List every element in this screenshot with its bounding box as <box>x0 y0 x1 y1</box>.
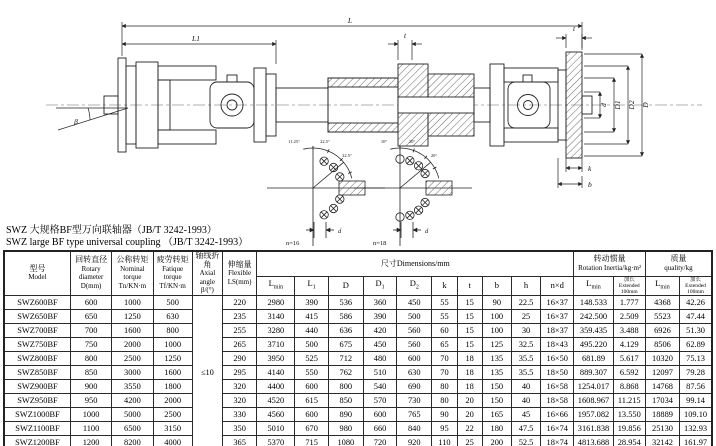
col-header-inertia-extended: 加长 Extended 100mm <box>613 276 645 295</box>
cell-flexible: 235 <box>222 309 256 323</box>
col-header-axial-angle: 轴线折角 Axial angle β/(°) <box>192 251 222 295</box>
detail-angle-label: 10° <box>380 139 388 144</box>
cell-mass-ext: 62.89 <box>680 337 712 351</box>
cell-fatigue-torque: 1000 <box>153 337 192 351</box>
cell-mass-std: 25130 <box>645 421 679 435</box>
table-row <box>4 351 712 365</box>
cell-model: SWZ650BF <box>4 309 70 323</box>
cell-lmin: 3140 <box>257 309 295 323</box>
cell-inertia-ext: 5.617 <box>613 351 645 365</box>
cell-fatigue-torque: 800 <box>153 323 192 337</box>
cell-lmin: 4140 <box>257 365 295 379</box>
cell-d2: 450 <box>397 295 432 309</box>
col-header-b: b <box>482 276 511 295</box>
col-header-d-major: D <box>328 276 363 295</box>
col-header-t: t <box>457 276 482 295</box>
cell-flexible: 220 <box>222 295 256 309</box>
cell-b: 150 <box>482 393 511 407</box>
cell-fatigue-torque: 1600 <box>153 365 192 379</box>
cell-t: 25 <box>457 435 482 446</box>
cell-b: 165 <box>482 407 511 421</box>
cell-rotary-diameter: 650 <box>70 309 111 323</box>
cell-d-major: 850 <box>328 393 363 407</box>
cell-mass-ext: 87.56 <box>680 379 712 393</box>
detail-count-label: n=18 <box>373 240 387 247</box>
dim-label-L: L <box>347 16 353 25</box>
cell-d1: 600 <box>363 407 396 421</box>
cell-model: SWZ700BF <box>4 323 70 337</box>
cell-mass-ext: 161.97 <box>680 435 712 446</box>
col-header-nominal-torque: 公称转矩 Nominal torque Tn/KN·m <box>112 251 153 295</box>
cell-b: 125 <box>482 337 511 351</box>
cell-mass-ext: 75.13 <box>680 351 712 365</box>
cell-h: 45 <box>511 407 540 421</box>
cell-d-major: 1080 <box>328 435 363 446</box>
cell-d2: 560 <box>397 323 432 337</box>
cell-d2: 600 <box>397 351 432 365</box>
dim-label-D1: D1 <box>613 100 622 110</box>
col-header-inertia-std: $L_{min}$ <box>574 276 613 295</box>
cell-d2: 690 <box>397 379 432 393</box>
table-row <box>4 365 712 379</box>
table-row <box>4 323 712 337</box>
cell-fatigue-torque: 3150 <box>153 421 192 435</box>
cell-mass-std: 4368 <box>645 295 679 309</box>
cell-b: 150 <box>482 379 511 393</box>
cell-model: SWZ1200BF <box>4 435 70 446</box>
cell-d1: 510 <box>363 365 396 379</box>
cell-model: SWZ850BF <box>4 365 70 379</box>
detail-angle-label: 11.25° <box>288 139 300 144</box>
table-row <box>4 379 712 393</box>
table-row <box>4 337 712 351</box>
cell-nominal-torque: 8200 <box>112 435 153 446</box>
cell-h: 30 <box>511 323 540 337</box>
cell-mass-ext: 79.28 <box>680 365 712 379</box>
cell-rotary-diameter: 850 <box>70 365 111 379</box>
cell-inertia-ext: 4.129 <box>613 337 645 351</box>
cell-lmin: 3950 <box>257 351 295 365</box>
cell-l1: 615 <box>295 393 328 407</box>
cell-mass-std: 5523 <box>645 309 679 323</box>
col-group-dimensions: 尺寸Dimensions/mm <box>257 251 574 276</box>
cell-inertia-std: 1254.017 <box>574 379 613 393</box>
cell-inertia-std: 889.307 <box>574 365 613 379</box>
dim-label-d: d <box>599 103 608 107</box>
cell-inertia-std: 1957.082 <box>574 407 613 421</box>
cell-lmin: 4520 <box>257 393 295 407</box>
cell-b: 100 <box>482 309 511 323</box>
dim-label-b: b <box>588 180 592 189</box>
cell-flexible: 255 <box>222 323 256 337</box>
cell-rotary-diameter: 900 <box>70 379 111 393</box>
cell-inertia-ext: 11.215 <box>613 393 645 407</box>
cell-nxd: 16×37 <box>541 295 574 309</box>
cell-flexible: 320 <box>222 393 256 407</box>
table-row <box>4 393 712 407</box>
cell-h: 47.5 <box>511 421 540 435</box>
col-header-h: h <box>511 276 540 295</box>
cell-l1: 525 <box>295 351 328 365</box>
cell-flexible: 365 <box>222 435 256 446</box>
dim-label-t2: t <box>572 24 576 33</box>
cell-rotary-diameter: 700 <box>70 323 111 337</box>
col-header-d2: $D_2$ <box>397 276 432 295</box>
cell-inertia-std: 4813.688 <box>574 435 613 446</box>
cell-mass-std: 32142 <box>645 435 679 446</box>
cell-d2: 840 <box>397 421 432 435</box>
col-header-flexible: 伸缩量 Flexible LS(mm) <box>222 251 256 295</box>
cell-fatigue-torque: 1800 <box>153 379 192 393</box>
cell-d-major: 890 <box>328 407 363 421</box>
cell-nominal-torque: 1000 <box>112 295 153 309</box>
cell-rotary-diameter: 1200 <box>70 435 111 446</box>
cell-inertia-ext: 1.777 <box>613 295 645 309</box>
cell-t: 20 <box>457 393 482 407</box>
col-header-d1: $D_1$ <box>363 276 396 295</box>
cell-flexible: 265 <box>222 337 256 351</box>
table-row <box>4 295 712 309</box>
cell-nxd: 18×37 <box>541 323 574 337</box>
cell-l1: 600 <box>295 379 328 393</box>
cell-h: 22.5 <box>511 295 540 309</box>
title-zh: SWZ 大规格BF型万向联轴器（JB/T 3242-1993） <box>6 225 217 236</box>
cell-inertia-ext: 28.954 <box>613 435 645 446</box>
detail-hole-diameter-label: d <box>425 228 429 235</box>
cell-inertia-ext: 19.856 <box>613 421 645 435</box>
cell-d2: 765 <box>397 407 432 421</box>
cell-t: 18 <box>457 365 482 379</box>
cell-t: 15 <box>457 337 482 351</box>
dim-label-D2: D2 <box>627 100 636 110</box>
cell-mass-ext: 42.26 <box>680 295 712 309</box>
cell-mass-std: 8506 <box>645 337 679 351</box>
cell-l1: 550 <box>295 365 328 379</box>
cell-nominal-torque: 2500 <box>112 351 153 365</box>
detail-hole-diameter-label: d <box>338 228 342 235</box>
cell-inertia-ext: 2.509 <box>613 309 645 323</box>
cell-d-major: 762 <box>328 365 363 379</box>
cell-inertia-ext: 6.592 <box>613 365 645 379</box>
cell-rotary-diameter: 1100 <box>70 421 111 435</box>
col-header-quality-extended: 加长 Extended 100mm <box>680 276 712 295</box>
cell-d2: 920 <box>397 435 432 446</box>
specification-table <box>3 250 713 446</box>
cell-d2: 500 <box>397 309 432 323</box>
detail-angle-label: 22.5° <box>342 153 352 158</box>
cell-fatigue-torque: 630 <box>153 309 192 323</box>
cell-mass-std: 12097 <box>645 365 679 379</box>
cell-mass-ext: 109.10 <box>680 407 712 421</box>
cell-inertia-std: 1608.967 <box>574 393 613 407</box>
cell-nxd: 16×37 <box>541 309 574 323</box>
bolt-pattern-detail-n18 <box>354 139 472 247</box>
cell-flexible: 295 <box>222 365 256 379</box>
cell-l1: 415 <box>295 309 328 323</box>
dim-label-t: t <box>403 31 407 40</box>
cell-mass-ext: 51.30 <box>680 323 712 337</box>
cell-l1: 390 <box>295 295 328 309</box>
dim-label-D: D <box>641 102 650 108</box>
cell-d-major: 675 <box>328 337 363 351</box>
cell-inertia-std: 681.89 <box>574 351 613 365</box>
cell-d1: 420 <box>363 323 396 337</box>
cell-l1: 440 <box>295 323 328 337</box>
cell-t: 22 <box>457 421 482 435</box>
cell-l1: 715 <box>295 435 328 446</box>
title-en: SWZ large BF type universal coupling （JB/T 3242-1993） <box>6 237 249 248</box>
cell-d-major: 980 <box>328 421 363 435</box>
cell-nominal-torque: 6500 <box>112 421 153 435</box>
cell-nominal-torque: 3000 <box>112 365 153 379</box>
cell-nominal-torque: 2000 <box>112 337 153 351</box>
cell-mass-std: 14768 <box>645 379 679 393</box>
col-group-inertia: 转动惯量 Rotation Inertia/kg·m² <box>574 251 646 276</box>
col-header-quality-std: $L_{min}$ <box>645 276 679 295</box>
cell-flexible: 320 <box>222 379 256 393</box>
col-header-fatigue-torque: 疲劳转矩 Fatique torque Tf/KN·m <box>153 251 192 295</box>
col-header-l1: $L_1$ <box>295 276 328 295</box>
cell-nominal-torque: 4200 <box>112 393 153 407</box>
cell-inertia-std: 359.435 <box>574 323 613 337</box>
cell-flexible: 330 <box>222 407 256 421</box>
detail-angle-label: 20° <box>408 139 416 144</box>
cell-d-major: 536 <box>328 295 363 309</box>
cell-nxd: 16×66 <box>541 407 574 421</box>
cell-t: 20 <box>457 407 482 421</box>
cell-model: SWZ600BF <box>4 295 70 309</box>
col-header-lmin: $L_{min}$ <box>257 276 295 295</box>
cell-lmin: 3710 <box>257 337 295 351</box>
dim-label-beta: β <box>74 117 78 126</box>
cell-d1: 390 <box>363 309 396 323</box>
cell-inertia-ext: 13.550 <box>613 407 645 421</box>
header-row-groups <box>4 251 712 276</box>
cell-b: 135 <box>482 351 511 365</box>
cell-d-major: 586 <box>328 309 363 323</box>
cell-lmin: 2980 <box>257 295 295 309</box>
cell-nxd: 18×74 <box>541 435 574 446</box>
cell-b: 90 <box>482 295 511 309</box>
cell-model: SWZ900BF <box>4 379 70 393</box>
cell-h: 25 <box>511 309 540 323</box>
cell-h: 35.5 <box>511 365 540 379</box>
cell-k: 65 <box>432 337 457 351</box>
cell-k: 90 <box>432 407 457 421</box>
cell-k: 80 <box>432 379 457 393</box>
cell-d1: 360 <box>363 295 396 309</box>
cell-h: 35.5 <box>511 351 540 365</box>
cell-k: 70 <box>432 365 457 379</box>
cell-fatigue-torque: 2500 <box>153 407 192 421</box>
cell-h: 40 <box>511 393 540 407</box>
cell-mass-std: 10320 <box>645 351 679 365</box>
cell-nxd: 18×50 <box>541 365 574 379</box>
cell-model: SWZ1100BF <box>4 421 70 435</box>
cell-b: 200 <box>482 435 511 446</box>
cell-rotary-diameter: 800 <box>70 351 111 365</box>
cell-fatigue-torque: 500 <box>153 295 192 309</box>
cell-axial-angle: ≤10 <box>192 295 222 446</box>
cell-fatigue-torque: 1250 <box>153 351 192 365</box>
cell-d-major: 712 <box>328 351 363 365</box>
cell-nominal-torque: 5000 <box>112 407 153 421</box>
cell-l1: 500 <box>295 337 328 351</box>
cell-d1: 450 <box>363 337 396 351</box>
dim-label-k: k <box>588 164 592 173</box>
cell-k: 80 <box>432 393 457 407</box>
cell-nxd: 18×58 <box>541 393 574 407</box>
cell-lmin: 3280 <box>257 323 295 337</box>
cell-h: 52.5 <box>511 435 540 446</box>
col-header-model: 型号 Model <box>4 251 70 295</box>
cell-fatigue-torque: 2000 <box>153 393 192 407</box>
cell-d-major: 636 <box>328 323 363 337</box>
cell-d1: 720 <box>363 435 396 446</box>
cell-lmin: 4400 <box>257 379 295 393</box>
cell-inertia-std: 3161.838 <box>574 421 613 435</box>
cell-t: 15 <box>457 295 482 309</box>
cell-b: 180 <box>482 421 511 435</box>
cell-d2: 630 <box>397 365 432 379</box>
cell-flexible: 350 <box>222 421 256 435</box>
cell-nxd: 16×74 <box>541 421 574 435</box>
table-row <box>4 421 712 435</box>
cell-b: 135 <box>482 365 511 379</box>
cell-inertia-ext: 3.488 <box>613 323 645 337</box>
cell-d1: 480 <box>363 351 396 365</box>
table-row <box>4 407 712 421</box>
cell-h: 32.5 <box>511 337 540 351</box>
cell-fatigue-torque: 4000 <box>153 435 192 446</box>
cell-d2: 560 <box>397 337 432 351</box>
cell-nominal-torque: 1600 <box>112 323 153 337</box>
dim-label-L1: L1 <box>192 34 200 43</box>
cell-nxd: 18×43 <box>541 337 574 351</box>
cell-model: SWZ800BF <box>4 351 70 365</box>
cell-mass-std: 18889 <box>645 407 679 421</box>
cell-inertia-std: 242.500 <box>574 309 613 323</box>
table-row <box>4 309 712 323</box>
cell-lmin: 5370 <box>257 435 295 446</box>
cell-lmin: 5010 <box>257 421 295 435</box>
cell-rotary-diameter: 600 <box>70 295 111 309</box>
cell-model: SWZ1000BF <box>4 407 70 421</box>
cell-nominal-torque: 1250 <box>112 309 153 323</box>
cell-k: 55 <box>432 295 457 309</box>
cell-rotary-diameter: 750 <box>70 337 111 351</box>
cell-rotary-diameter: 1000 <box>70 407 111 421</box>
cell-inertia-std: 148.533 <box>574 295 613 309</box>
cell-d-major: 800 <box>328 379 363 393</box>
col-group-quality: 质量 quality/kg <box>645 251 712 276</box>
cell-inertia-std: 495.220 <box>574 337 613 351</box>
cell-rotary-diameter: 950 <box>70 393 111 407</box>
cell-h: 40 <box>511 379 540 393</box>
cell-t: 18 <box>457 351 482 365</box>
cell-model: SWZ750BF <box>4 337 70 351</box>
cell-mass-ext: 47.44 <box>680 309 712 323</box>
cell-k: 95 <box>432 421 457 435</box>
table-body <box>4 295 712 446</box>
cell-model: SWZ950BF <box>4 393 70 407</box>
cell-l1: 600 <box>295 407 328 421</box>
cell-mass-ext: 99.14 <box>680 393 712 407</box>
document-title <box>6 225 248 249</box>
cell-mass-ext: 132.93 <box>680 421 712 435</box>
bolt-pattern-detail-n16 <box>267 139 385 247</box>
cell-t: 15 <box>457 323 482 337</box>
detail-angle-label: 20° <box>430 153 438 158</box>
cell-l1: 670 <box>295 421 328 435</box>
cell-nxd: 16×50 <box>541 351 574 365</box>
cell-lmin: 4560 <box>257 407 295 421</box>
cell-nominal-torque: 3550 <box>112 379 153 393</box>
col-header-nxd: n×d <box>541 276 574 295</box>
cell-d1: 540 <box>363 379 396 393</box>
cell-t: 15 <box>457 309 482 323</box>
cell-flexible: 290 <box>222 351 256 365</box>
detail-count-label: n=16 <box>286 240 300 247</box>
cell-k: 60 <box>432 323 457 337</box>
cell-k: 70 <box>432 351 457 365</box>
col-header-rotary-diameter: 回转直径 Rotary diameter D(mm) <box>70 251 111 295</box>
cell-t: 18 <box>457 379 482 393</box>
cell-d1: 660 <box>363 421 396 435</box>
cell-k: 110 <box>432 435 457 446</box>
cell-b: 100 <box>482 323 511 337</box>
cell-k: 55 <box>432 309 457 323</box>
cell-d1: 570 <box>363 393 396 407</box>
cell-inertia-ext: 8.868 <box>613 379 645 393</box>
table-row <box>4 435 712 446</box>
cell-mass-std: 6926 <box>645 323 679 337</box>
cell-nxd: 16×58 <box>541 379 574 393</box>
detail-angle-label: 22.5° <box>320 139 330 144</box>
cell-mass-std: 17034 <box>645 393 679 407</box>
col-header-k: k <box>432 276 457 295</box>
cell-d2: 730 <box>397 393 432 407</box>
